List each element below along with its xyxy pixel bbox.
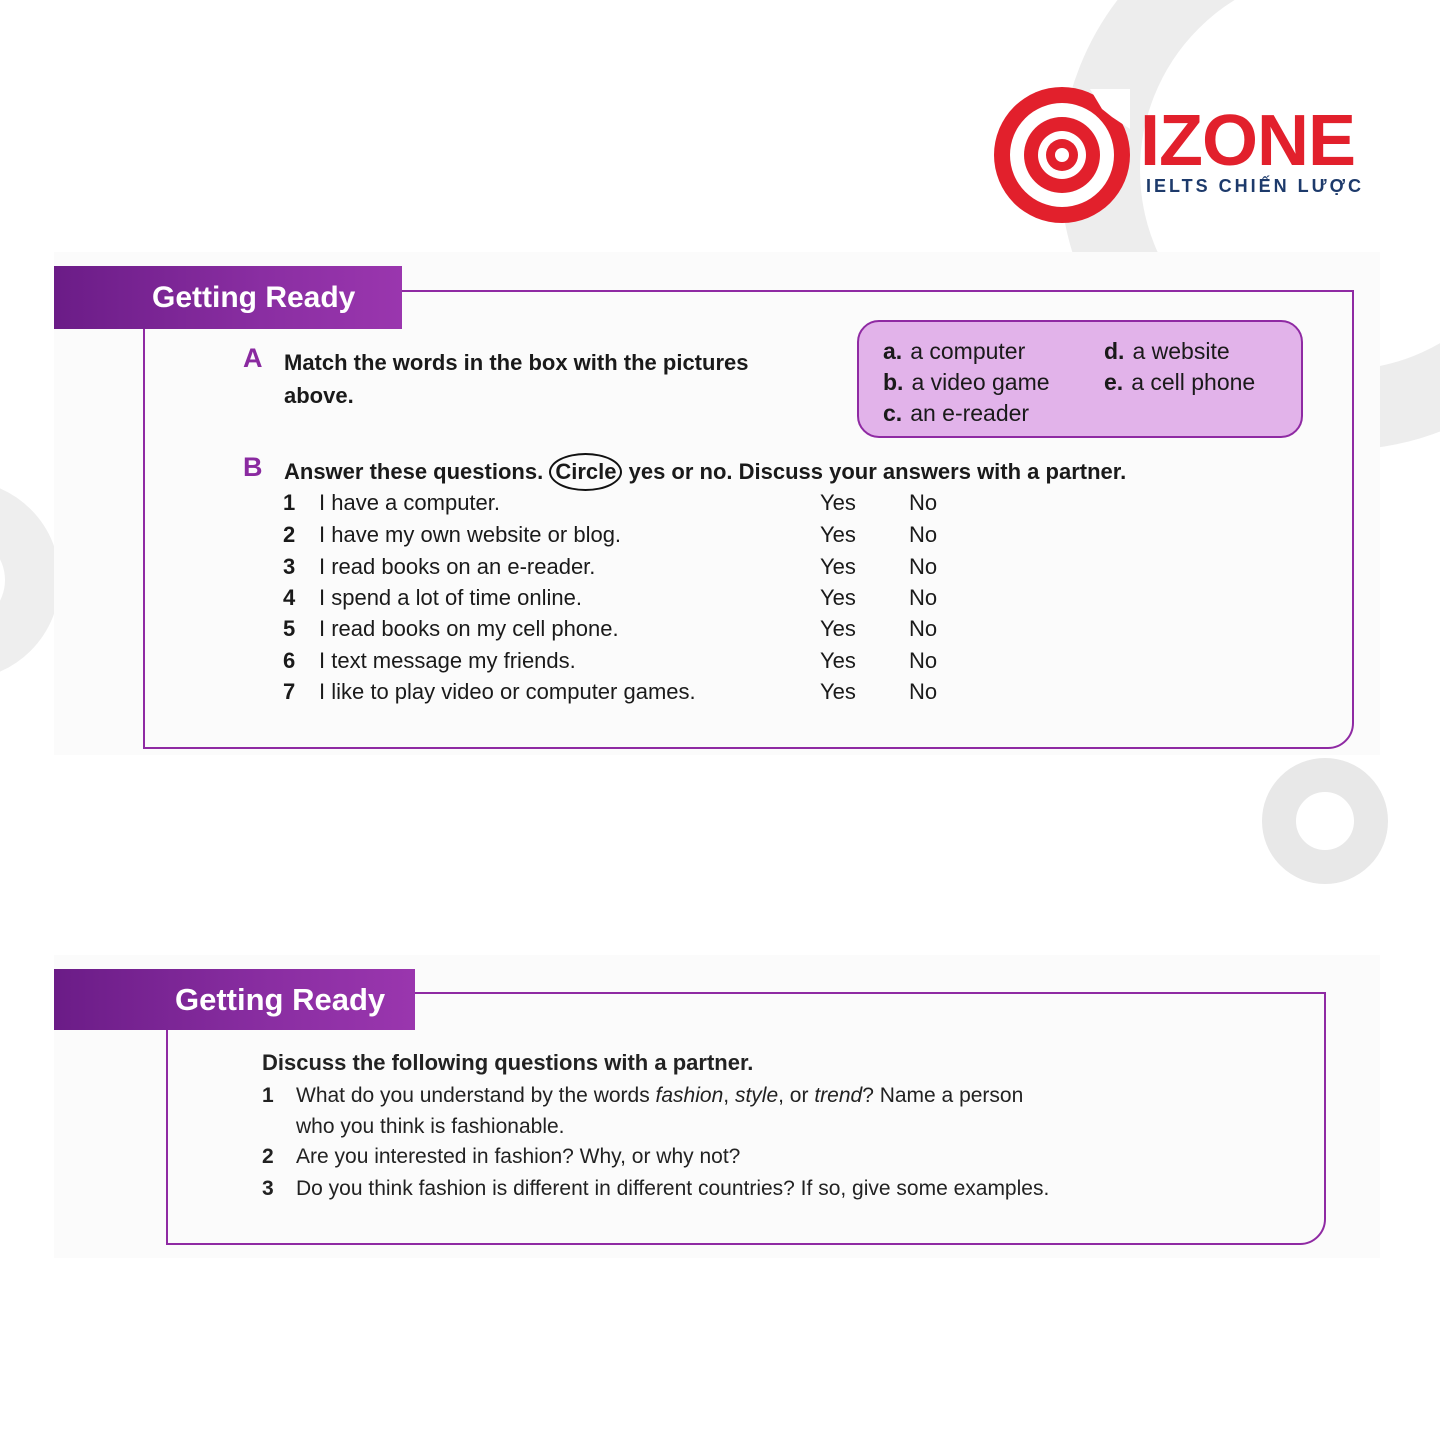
yes-option[interactable]: Yes <box>820 585 856 610</box>
question-row: 6 I text message my friends. Yes No <box>283 646 983 676</box>
part-a-instruction-line1: Match the words in the box with the pictures <box>284 350 749 375</box>
no-option[interactable]: No <box>909 522 938 547</box>
no-option[interactable]: No <box>909 679 938 704</box>
yes-option[interactable]: Yes <box>820 490 856 515</box>
target-logo-icon <box>994 87 1130 223</box>
word-item-a: a. a computer <box>883 338 1026 364</box>
question-row: 1 I have a computer. Yes No <box>283 488 983 518</box>
yes-option[interactable]: Yes <box>820 522 856 547</box>
part-a-instruction-line2: above. <box>284 383 354 408</box>
yes-option[interactable]: Yes <box>820 554 856 579</box>
word-item-b: b. a video game <box>883 369 1050 395</box>
section2-header: Getting Ready <box>54 969 415 1030</box>
logo-wordmark: IZONE <box>1140 101 1356 181</box>
question-row: 4 I spend a lot of time online. Yes No <box>283 583 983 613</box>
logo-tagline: IELTS CHIẾN LƯỢC <box>1146 176 1364 196</box>
part-a-letter: A <box>243 343 263 373</box>
section1-header: Getting Ready <box>54 266 402 329</box>
no-option[interactable]: No <box>909 616 938 641</box>
section2-instruction: Discuss the following questions with a partner. <box>262 1050 754 1075</box>
question-row: 5 I read books on my cell phone. Yes No <box>283 614 983 644</box>
no-option[interactable]: No <box>909 585 938 610</box>
yes-option[interactable]: Yes <box>820 648 856 673</box>
word-item-d: d. a website <box>1104 338 1230 364</box>
yes-option[interactable]: Yes <box>820 679 856 704</box>
part-b-instruction: Answer these questions. Circle yes or no. Discuss your answers with a partner. <box>284 453 1126 491</box>
izone-logo <box>994 87 1374 223</box>
no-option[interactable]: No <box>909 554 938 579</box>
background-ring-decoration-small <box>1262 758 1388 884</box>
part-b-letter: B <box>243 452 263 482</box>
no-option[interactable]: No <box>909 648 938 673</box>
question-row: 2 I have my own website or blog. Yes No <box>283 520 983 550</box>
word-item-c: c. an e-reader <box>883 400 1030 426</box>
yes-option[interactable]: Yes <box>820 616 856 641</box>
question-row: 7 I like to play video or computer games. Yes No <box>283 677 983 707</box>
background-ring-decoration-left <box>0 480 60 680</box>
no-option[interactable]: No <box>909 490 938 515</box>
question-row: 3 I read books on an e-reader. Yes No <box>283 552 983 582</box>
word-item-e: e. a cell phone <box>1104 369 1256 395</box>
circled-word: Circle <box>549 453 622 491</box>
part-a-instruction <box>284 346 844 412</box>
word-box <box>857 320 1303 438</box>
